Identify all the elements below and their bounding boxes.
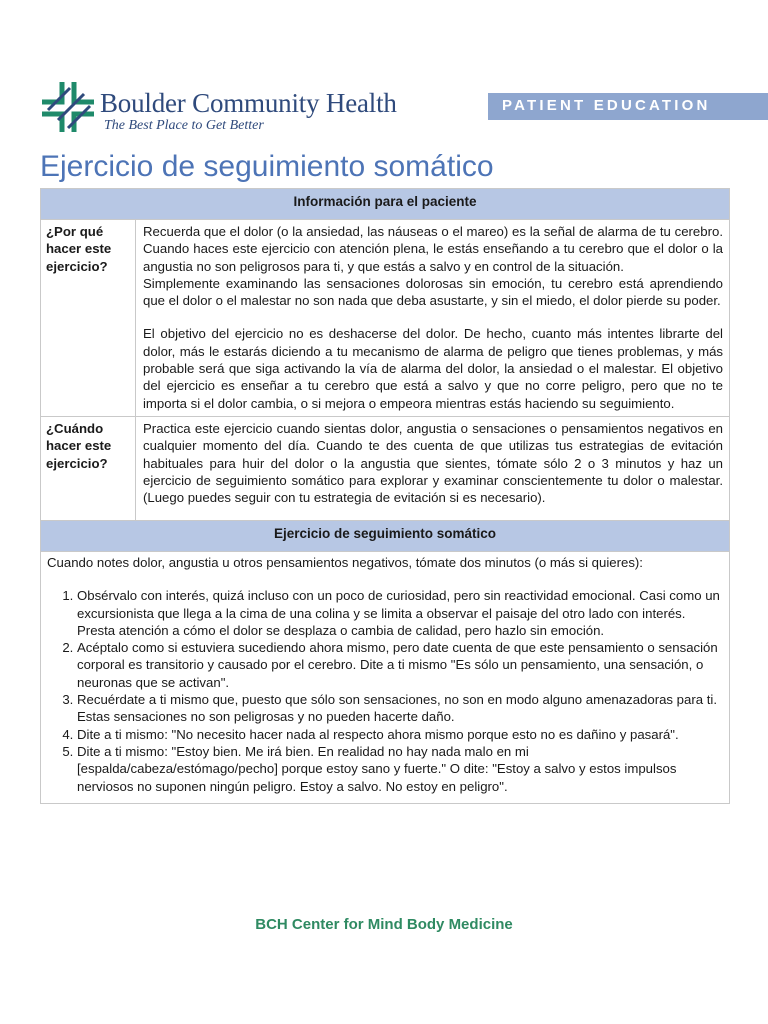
exercise-steps-list bbox=[47, 587, 723, 795]
bch-cross-logo-icon bbox=[40, 80, 96, 132]
exercise-content bbox=[41, 551, 730, 803]
org-logo bbox=[40, 80, 440, 136]
list-item: 1. Obsérvalo con interés, quizá incluso con un poco de curiosidad, pero sin reactividad emocional. Casi como un excursionista que llega a la cima de una colina y se limita a observar el paisaje del otro lado con interés. Presta atención a cómo el dolor se desplaza o cambia de calidad, pero hazlo sin emoción. bbox=[77, 587, 723, 639]
row-question: ¿Por qué hacer este ejercicio? bbox=[41, 220, 136, 417]
table-row bbox=[41, 220, 730, 417]
document-title: Ejercicio de seguimiento somático bbox=[40, 150, 494, 183]
patient-info-table bbox=[40, 188, 730, 804]
answer-paragraph: Practica este ejercicio cuando sientas dolor, angustia o sensaciones o pensamientos negativos en cualquier momento del día. Cuando te des cuenta de que utilizas tus estrategias de evitación habituales para huir del dolor o la angustia que sientes, tómate sólo 2 o 3 minutos y haz un ejercicio de seguimiento somático para explorar y examinar conscientemente tu dolor o malestar. (Luego puedes seguir con tu estrategia de evitación si es necesario). bbox=[143, 420, 723, 506]
answer-paragraph: Recuerda que el dolor (o la ansiedad, las náuseas o el mareo) es la señal de alarma de tu cerebro. Cuando haces este ejercicio con atención plena, le estás enseñando a tu cerebro que el dolor o la angustia no son peligrosos para ti, y que estás a salvo y en control de la situación. bbox=[143, 224, 723, 274]
exercise-intro: Cuando notes dolor, angustia u otros pensamientos negativos, tómate dos minutos (o más si quieres): bbox=[47, 554, 643, 570]
row-answer bbox=[136, 416, 730, 520]
org-name: Boulder Community Health bbox=[100, 88, 397, 118]
info-section-heading: Información para el paciente bbox=[41, 189, 730, 220]
list-item: 2. Acéptalo como si estuviera sucediendo ahora mismo, pero date cuenta de que este pensamiento o sensación corporal es transitorio y causado por el cerebro. Dite a ti mismo "Es sólo un pensamiento, una sensación, o neuronas que se activan". bbox=[77, 639, 723, 691]
list-item: 5. Dite a ti mismo: "Estoy bien. Me irá bien. En realidad no hay nada malo en mi [espalda/cabeza/estómago/pecho] porque estoy sano y fuerte." O dite: "Estoy a salvo y estos impulsos nerviosos no suponen ningún peligro. Estoy a salvo. No estoy en peligro". bbox=[77, 743, 723, 795]
org-tagline: The Best Place to Get Better bbox=[104, 118, 264, 133]
answer-paragraph: Simplemente examinando las sensaciones dolorosas sin emoción, tu cerebro está aprendiendo que el dolor o el malestar no son nada que deba asustarte, y sin el miedo, el dolor pierde su poder. bbox=[143, 275, 723, 309]
row-answer bbox=[136, 220, 730, 417]
patient-education-banner bbox=[488, 93, 768, 120]
table-row bbox=[41, 416, 730, 520]
list-item: 3. Recuérdate a ti mismo que, puesto que sólo son sensaciones, no son en modo alguno amenazadoras para ti. Estas sensaciones no son peligrosas y no pueden hacerte daño. bbox=[77, 691, 723, 726]
footer-center-name: BCH Center for Mind Body Medicine bbox=[255, 916, 513, 933]
table-row bbox=[41, 551, 730, 803]
list-item: 4. Dite a ti mismo: "No necesito hacer nada al respecto ahora mismo porque esto no es dañino y pasará". bbox=[77, 726, 723, 743]
answer-paragraph: El objetivo del ejercicio no es deshacerse del dolor. De hecho, cuanto más intentes librarte del dolor, más le estarás diciendo a tu mecanismo de alarma de peligro que tienes problemas, y más probable será que siga activando la vía de alarma del dolor, la ansiedad o el malestar. El objetivo del ejercicio es enseñar a tu cerebro que está a salvo y que no corre peligro, pero que no te importa si el dolor cambia, o si mejora o empeora mientras estás haciendo su seguimiento. bbox=[143, 326, 723, 411]
row-question: ¿Cuándo hacer este ejercicio? bbox=[41, 416, 136, 520]
patient-education-label: PATIENT EDUCATION bbox=[502, 97, 711, 114]
exercise-section-heading: Ejercicio de seguimiento somático bbox=[41, 520, 730, 551]
